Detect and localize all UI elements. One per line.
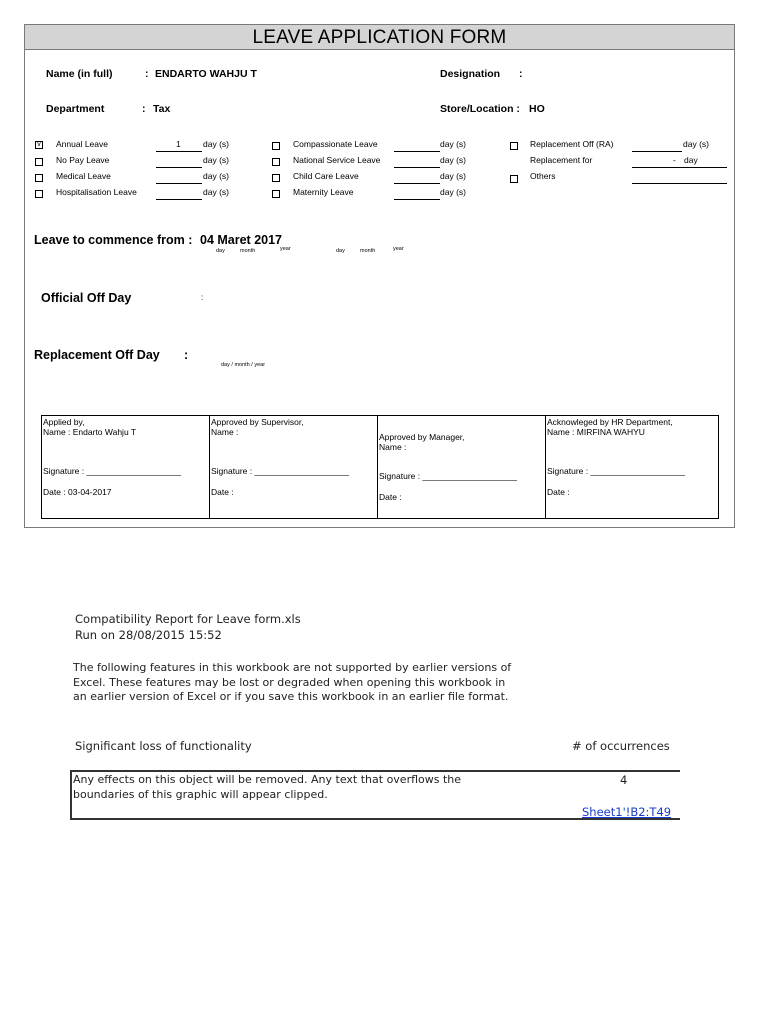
replacement-off-day-separator: : — [184, 348, 189, 362]
department-label: Department — [46, 103, 105, 115]
hr-title: Acknowleged by HR Department, — [547, 417, 673, 427]
supervisor-name: Name : — [211, 427, 239, 437]
report-run-on: Run on 28/08/2015 15:52 — [75, 628, 222, 642]
report-title: Compatibility Report for Leave form.xls — [75, 612, 301, 626]
date-hint-day: day — [216, 248, 225, 254]
manager-cell — [378, 416, 546, 518]
manager-date: Date : — [379, 492, 402, 502]
designation-label: Designation — [440, 68, 501, 80]
manager-signature: Signature : ____________________ — [379, 471, 518, 481]
date-hint-month: month — [240, 248, 256, 254]
child-care-leave-checkbox[interactable] — [272, 174, 280, 182]
national-service-leave-checkbox[interactable] — [272, 158, 280, 166]
issue-text-line-2: boundaries of this graphic will appear clipped. — [73, 788, 328, 801]
annual-leave-days: 1 — [176, 139, 181, 149]
no-pay-leave-label: No Pay Leave — [56, 155, 110, 165]
hr-signature: Signature : ____________________ — [547, 466, 686, 476]
report-desc-line-2: Excel. These features may be lost or degraded when opening this workbook in — [73, 676, 506, 689]
manager-name: Name : — [379, 442, 407, 452]
supervisor-title: Approved by Supervisor, — [211, 417, 304, 427]
hr-name: Name : MIRFINA WAHYU — [547, 427, 645, 437]
applied-by-signature: Signature : ____________________ — [43, 466, 182, 476]
store-value: HO — [529, 103, 545, 115]
replacement-off-day-label: Replacement Off Day — [34, 348, 160, 362]
hospitalisation-leave-label: Hospitalisation Leave — [56, 187, 137, 197]
report-desc-line-3: an earlier version of Excel or if you save this workbook in an earlier file format. — [73, 690, 509, 703]
applied-by-cell — [42, 416, 210, 518]
national-service-leave-unit: day (s) — [440, 155, 466, 165]
applied-by-title: Applied by, — [43, 417, 85, 427]
supervisor-signature: Signature : ____________________ — [211, 466, 350, 476]
date-hint-year-2: year — [393, 246, 404, 252]
manager-title: Approved by Manager, — [379, 432, 465, 442]
replacement-off-unit: day (s) — [683, 139, 709, 149]
official-off-day-separator: : — [201, 293, 204, 302]
maternity-leave-label: Maternity Leave — [293, 187, 354, 197]
supervisor-cell — [210, 416, 378, 518]
others-label: Others — [530, 171, 556, 181]
form-title: LEAVE APPLICATION FORM — [25, 25, 734, 50]
replacement-off-checkbox[interactable] — [510, 142, 518, 150]
commence-label: Leave to commence from : — [34, 233, 193, 247]
name-separator: : — [145, 68, 149, 80]
occurrences-count: 4 — [620, 773, 628, 787]
name-label: Name (in full) — [46, 68, 113, 80]
supervisor-date: Date : — [211, 487, 234, 497]
no-pay-leave-checkbox[interactable] — [35, 158, 43, 166]
leave-application-form — [24, 24, 735, 528]
applied-by-date: Date : 03-04-2017 — [43, 487, 112, 497]
date-hint-month-2: month — [360, 248, 376, 254]
medical-leave-unit: day (s) — [203, 171, 229, 181]
hr-date: Date : — [547, 487, 570, 497]
child-care-leave-unit: day (s) — [440, 171, 466, 181]
replacement-for-value: - — [673, 155, 676, 165]
signature-table — [41, 415, 719, 519]
date-hint-day-2: day — [336, 248, 345, 254]
store-label: Store/Location : — [440, 103, 520, 115]
hospitalisation-leave-unit: day (s) — [203, 187, 229, 197]
sheet-range-link[interactable]: Sheet1'!B2:T49 — [582, 805, 672, 819]
official-off-day-label: Official Off Day — [41, 291, 132, 305]
section-header: Significant loss of functionality — [75, 739, 252, 753]
compassionate-leave-unit: day (s) — [440, 139, 466, 149]
medical-leave-checkbox[interactable] — [35, 174, 43, 182]
no-pay-leave-unit: day (s) — [203, 155, 229, 165]
department-value: Tax — [153, 103, 171, 115]
maternity-leave-unit: day (s) — [440, 187, 466, 197]
medical-leave-label: Medical Leave — [56, 171, 111, 181]
others-checkbox[interactable] — [510, 175, 518, 183]
occurrences-header: # of occurrences — [572, 739, 670, 753]
replacement-off-label: Replacement Off (RA) — [530, 139, 614, 149]
issue-text-line-1: Any effects on this object will be removed. Any text that overflows the — [73, 773, 462, 786]
compassionate-leave-checkbox[interactable] — [272, 142, 280, 150]
date-hint-year: year — [280, 246, 291, 252]
name-value: ENDARTO WAHJU T — [155, 68, 257, 80]
department-separator: : — [142, 103, 146, 115]
report-desc-line-1: The following features in this workbook are not supported by earlier versions of — [73, 661, 512, 674]
replacement-for-label: Replacement for — [530, 155, 593, 165]
hr-cell — [546, 416, 718, 518]
replacement-date-hint: day / month / year — [221, 362, 266, 368]
replacement-for-unit: day — [684, 155, 698, 165]
commence-value: 04 Maret 2017 — [200, 233, 283, 247]
maternity-leave-checkbox[interactable] — [272, 190, 280, 198]
hospitalisation-leave-checkbox[interactable] — [35, 190, 43, 198]
annual-leave-label: Annual Leave — [56, 139, 108, 149]
national-service-leave-label: National Service Leave — [293, 155, 381, 165]
annual-leave-checkbox[interactable]: v — [35, 141, 43, 149]
annual-leave-unit: day (s) — [203, 139, 229, 149]
applied-by-name: Name : Endarto Wahju T — [43, 427, 137, 437]
designation-separator: : — [519, 68, 523, 80]
compassionate-leave-label: Compassionate Leave — [293, 139, 378, 149]
child-care-leave-label: Child Care Leave — [293, 171, 359, 181]
